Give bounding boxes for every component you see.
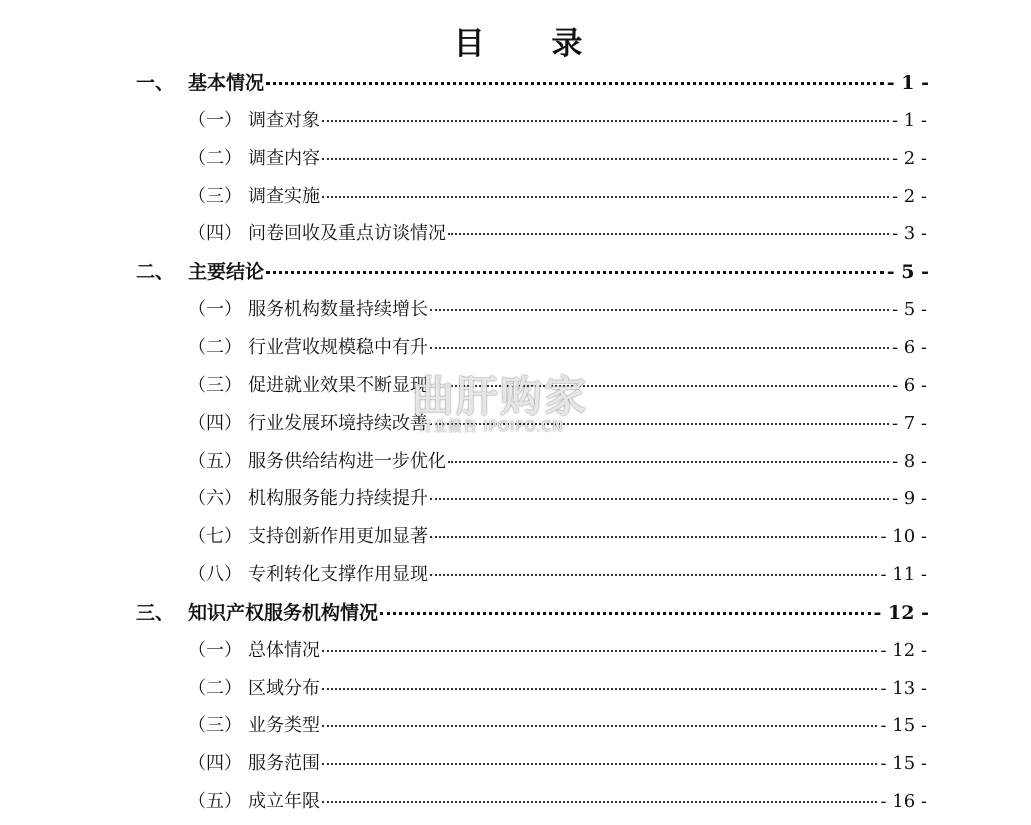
toc-entry-label: 区域分布 [248,678,320,699]
toc-entry-label: 基本情况 [188,72,265,94]
toc-entry-page: - 12 - [873,602,929,624]
toc-entry-number: （四） [188,753,242,774]
toc-entry-number: （五） [188,791,242,812]
dot-leader [322,120,889,122]
dot-leader [266,271,884,274]
dot-leader [430,385,889,387]
toc-entry-page: - 10 - [880,526,927,547]
toc-entry-page: - 13 - [880,678,927,699]
toc-entry-page: - 8 - [891,451,927,472]
toc-entry-label: 机构服务能力持续提升 [248,488,428,509]
toc-entry-page: - 15 - [880,715,927,736]
toc-entry-label: 调查内容 [248,148,320,169]
toc-entry-number: 三、 [136,602,175,624]
toc-entry-label: 专利转化支撑作用显现 [248,564,428,585]
toc-entry-page: - 5 - [886,261,929,283]
toc-entry-page: - 15 - [880,753,927,774]
toc-entry-page: - 2 - [891,148,927,169]
toc-entry-number: （八） [188,564,242,585]
toc-section-row [188,751,927,777]
toc-entry-label: 服务范围 [248,753,320,774]
toc-entry-label: 促进就业效果不断显现 [248,375,428,396]
toc-entry-page: - 11 - [880,564,927,585]
toc-section-row [188,184,927,210]
toc-entry-number: （六） [188,488,242,509]
toc-entry-label: 行业营收规模稳中有升 [248,337,428,358]
toc-entry-number: （三） [188,186,242,207]
toc-entry-number: （四） [188,413,242,434]
toc-section-row [188,108,927,134]
dot-leader [430,536,877,538]
toc-entry-number: （二） [188,678,242,699]
toc-section-row [188,449,927,475]
toc-entry-page: - 5 - [891,299,927,320]
toc-entry-page: - 1 - [886,72,929,94]
toc-entry-number: （三） [188,375,242,396]
toc-entry-label: 服务供给结构进一步优化 [248,451,446,472]
toc-chapter-row [136,70,929,96]
toc-entry-label: 成立年限 [248,791,320,812]
toc-section-row [188,146,927,172]
toc-section-row [188,676,927,702]
toc-entry-page: - 7 - [891,413,927,434]
toc-entry-number: （一） [188,640,242,661]
dot-leader [322,725,877,727]
toc-entry-label: 调查实施 [248,186,320,207]
dot-leader [430,423,889,425]
toc-entry-label: 行业发展环境持续改善 [248,413,428,434]
dot-leader [322,650,877,652]
toc-section-row [188,373,927,399]
dot-leader [322,158,889,160]
toc-entry-page: - 6 - [891,375,927,396]
watermark-main-text: 曲肝购家 [412,372,589,421]
toc-section-row [188,713,927,739]
watermark-sub-text: 行业报告 IPOIPO.CN [418,419,564,435]
toc-entry-number: （一） [188,299,242,320]
toc-entry-label: 知识产权服务机构情况 [188,602,379,624]
toc-chapter-row [136,259,929,285]
toc-entry-label: 支持创新作用更加显著 [248,526,428,547]
dot-leader [448,461,889,463]
toc-entry-number: （三） [188,715,242,736]
dot-leader [430,347,889,349]
toc-section-row [188,486,927,512]
dot-leader [430,309,889,311]
toc-entry-number: （二） [188,148,242,169]
toc-section-row [188,411,927,437]
toc-entry-number: 二、 [136,261,175,283]
dot-leader [430,574,877,576]
toc-title: 目 录 [453,26,611,62]
toc-entry-page: - 1 - [891,110,927,131]
dot-leader [322,763,877,765]
toc-section-row [188,562,927,588]
toc-section-row [188,335,927,361]
toc-entry-page: - 16 - [880,791,927,812]
toc-entry-label: 调查对象 [248,110,320,131]
toc-section-row [188,638,927,664]
toc-entry-label: 主要结论 [188,261,265,283]
toc-section-row [188,789,927,815]
dot-leader [322,196,889,198]
toc-entry-number: （一） [188,110,242,131]
toc-entry-number: （二） [188,337,242,358]
dot-leader [430,498,889,500]
toc-entry-number: （四） [188,223,242,244]
toc-entry-page: - 12 - [880,640,927,661]
toc-entry-number: 一、 [136,72,175,94]
toc-entry-number: （五） [188,451,242,472]
toc-entry-page: - 9 - [891,488,927,509]
dot-leader [266,82,884,85]
toc-section-row [188,221,927,247]
toc-entry-page: - 6 - [891,337,927,358]
toc-entry-label: 业务类型 [248,715,320,736]
toc-entry-page: - 3 - [891,223,927,244]
dot-leader [448,233,889,235]
toc-section-row [188,524,927,550]
toc-chapter-row [136,600,929,626]
dot-leader [380,612,871,615]
toc-entry-label: 服务机构数量持续增长 [248,299,428,320]
dot-leader [322,688,877,690]
dot-leader [322,801,877,803]
toc-entry-label: 问卷回收及重点访谈情况 [248,223,446,244]
toc-entry-number: （七） [188,526,242,547]
toc-entry-page: - 2 - [891,186,927,207]
toc-entry-label: 总体情况 [248,640,320,661]
toc-section-row [188,297,927,323]
